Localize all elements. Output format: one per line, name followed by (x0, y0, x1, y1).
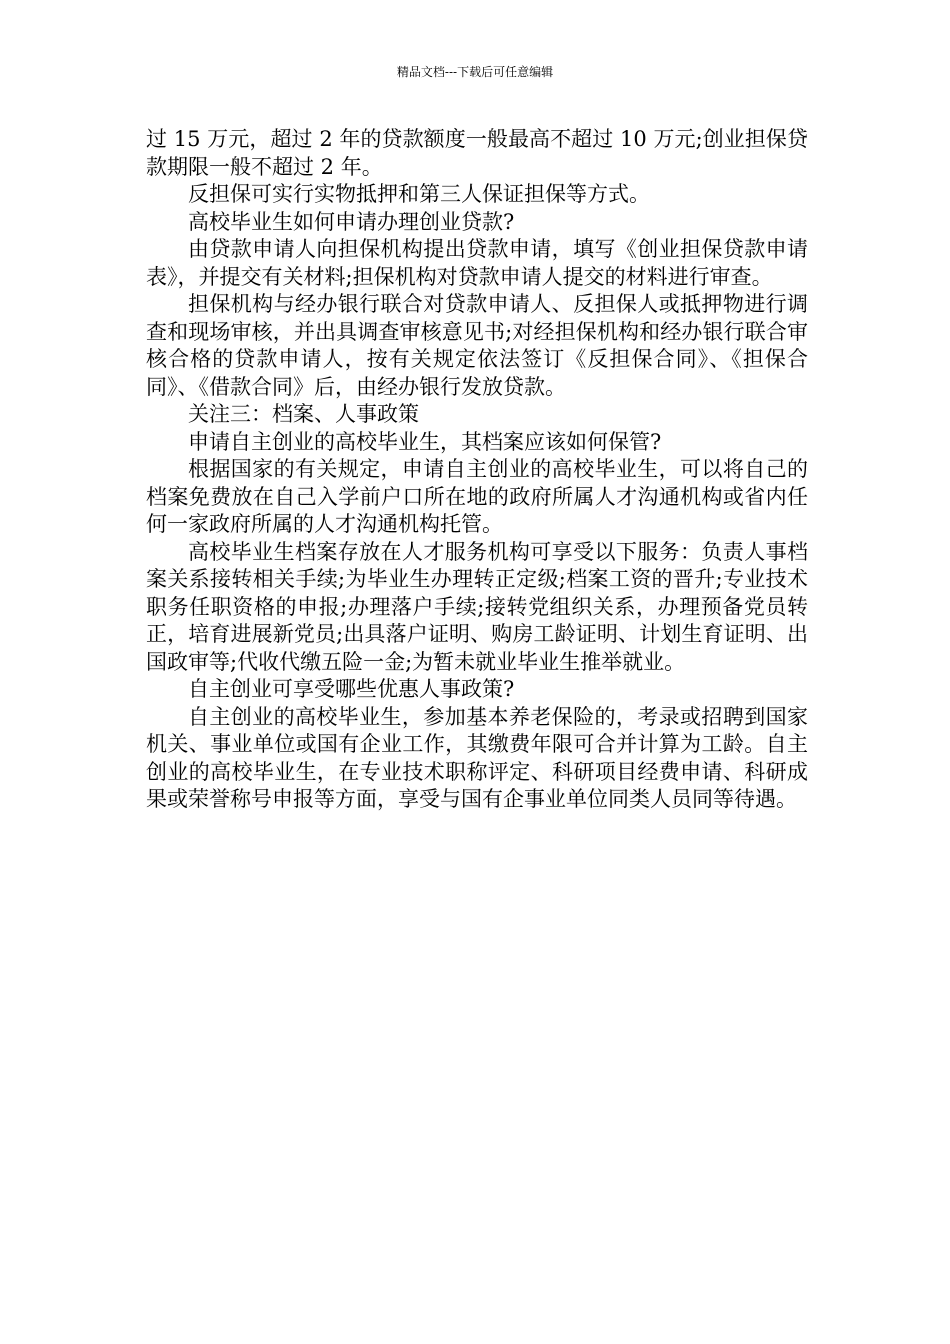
paragraph-loan-limit: 过 15 万元，超过 2 年的贷款额度一般最高不超过 10 万元;创业担保贷款期限一般不超过 2 年。 (146, 127, 808, 179)
paragraph-review-process: 担保机构与经办银行联合对贷款申请人、反担保人或抵押物进行调查和现场审核，并出具调查审核意见书;对经担保机构和经办银行联合审核合格的贷款申请人，按有关规定依法签订《反担保合同》、《担保合同》、《借款合同》后，由经办银行发放贷款。 (146, 292, 808, 399)
paragraph-question-archives: 申请自主创业的高校毕业生，其档案应该如何保管? (188, 429, 662, 454)
section-heading-archives: 关注三：档案、人事政策 (188, 402, 419, 426)
paragraph-counter-guarantee: 反担保可实行实物抵押和第三人保证担保等方式。 (188, 182, 650, 206)
paragraph-archives-rule: 根据国家的有关规定，申请自主创业的高校毕业生，可以将自己的档案免费放在自己入学前户口所在地的政府所属人才沟通机构或省内任何一家政府所属的人才沟通机构托管。 (146, 457, 808, 536)
paragraph-question-apply: 高校毕业生如何申请办理创业贷款? (188, 209, 515, 234)
paragraph-archives-services: 高校毕业生档案存放在人才服务机构可享受以下服务：负责人事档案关系接转相关手续;为毕业生办理转正定级;档案工资的晋升;专业技术职务任职资格的申报;办理落户手续;接转党组织关系，办理预备党员转正，培育进展新党员;出具落户证明、购房工龄证明、计划生育证明、出国政审等;代收代缴五险一金;为暂未就业毕业生推举就业。 (146, 539, 808, 674)
document-body (146, 126, 808, 814)
page-header: 精品文档---下载后可任意编辑 (396, 65, 554, 79)
paragraph-question-policies: 自主创业可享受哪些优惠人事政策? (188, 677, 515, 701)
paragraph-apply-process: 由贷款申请人向担保机构提出贷款申请，填写《创业担保贷款申请表》，并提交有关材料;担保机构对贷款申请人提交的材料进行审查。 (146, 237, 808, 289)
paragraph-policies-detail: 自主创业的高校毕业生，参加基本养老保险的，考录或招聘到国家机关、事业单位或国有企业工作，其缴费年限可合并计算为工龄。自主创业的高校毕业生，在专业技术职称评定、科研项目经费申请、科研成果或荣誉称号申报等方面，享受与国有企事业单位同类人员同等待遇。 (146, 704, 808, 811)
